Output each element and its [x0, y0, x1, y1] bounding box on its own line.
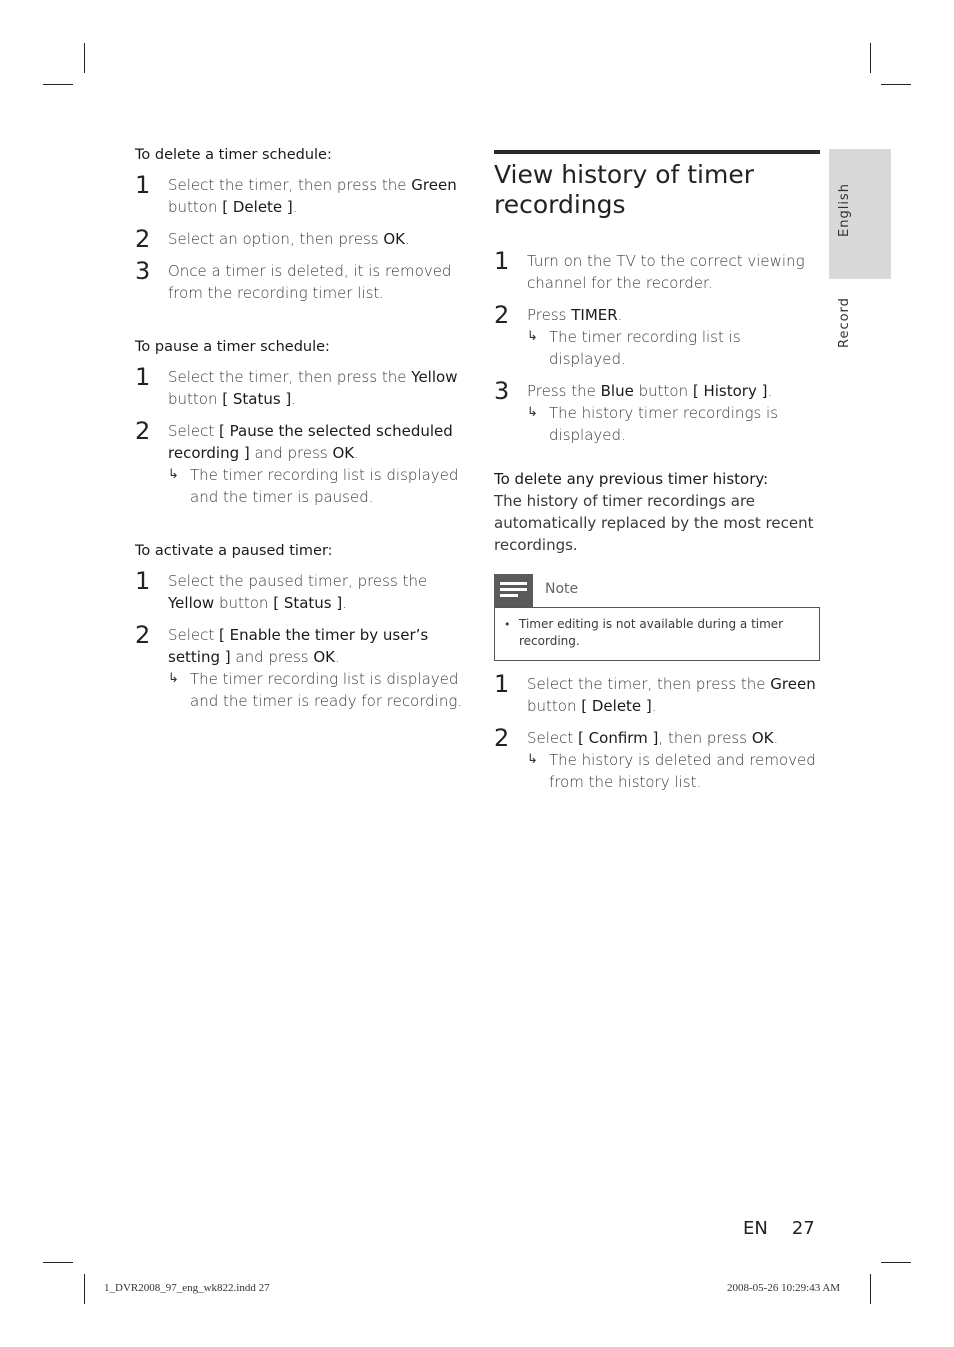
step-number: 1: [135, 171, 151, 199]
result-text: The history timer recordings is displayed.: [549, 404, 779, 444]
crop-mark: [881, 84, 911, 85]
button-name: Green: [411, 176, 457, 194]
menu-option: [ Delete ]: [222, 198, 293, 216]
file-slug: 1_DVR2008_97_eng_wk822.indd 27: [104, 1282, 270, 1294]
note-header: [494, 574, 820, 607]
pause-timer-section: [135, 336, 465, 508]
step: [135, 417, 465, 508]
step-result: [527, 402, 820, 446]
step: [494, 377, 820, 446]
paragraph: The history of timer recordings are automatically replaced by the most recent recordings.: [494, 492, 814, 554]
menu-option: [ History ]: [692, 382, 768, 400]
button-name: OK: [332, 444, 355, 462]
menu-option: [ Delete ]: [581, 697, 652, 715]
step-text: Select the timer, then press the: [527, 675, 771, 693]
step-result: [527, 749, 820, 793]
step-number: 1: [135, 567, 151, 595]
crop-mark: [43, 1262, 73, 1263]
step-text: button: [633, 382, 693, 400]
result-arrow-icon: ↳: [527, 405, 538, 420]
step-number: 3: [494, 377, 510, 405]
step-number: 1: [135, 363, 151, 391]
step-result: [527, 326, 820, 370]
crop-mark: [84, 1274, 85, 1304]
step-text: Select: [527, 729, 579, 747]
button-name: Yellow: [411, 368, 458, 386]
step: [135, 171, 465, 218]
step-text: Press the: [527, 382, 601, 400]
step-result: [168, 464, 465, 508]
menu-option: [ Pause the selected scheduled recording ]: [168, 422, 453, 462]
menu-option: [ Enable the timer by user’s setting ]: [168, 626, 429, 666]
step-text: Select: [168, 422, 220, 440]
result-text: The timer recording list is displayed and the timer is ready for recording.: [190, 670, 463, 710]
title-rule: [494, 150, 820, 154]
page-number: 27: [791, 1218, 815, 1239]
step-text: , then press: [658, 729, 752, 747]
step-text: button: [168, 390, 223, 408]
step: [135, 621, 465, 712]
result-arrow-icon: ↳: [527, 752, 538, 767]
note-body: [494, 607, 820, 661]
step-text: .: [651, 697, 657, 715]
step-number: 1: [494, 247, 510, 275]
step-number: 2: [494, 301, 510, 329]
result-text: The timer recording list is displayed.: [549, 328, 741, 368]
crop-mark: [870, 1274, 871, 1304]
activate-timer-section: [135, 540, 465, 712]
step: [135, 225, 465, 253]
note-text: Timer editing is not available during a timer recording.: [519, 617, 784, 648]
step-text: Press: [527, 306, 572, 324]
button-name: OK: [313, 648, 336, 666]
page-footer: [743, 1218, 815, 1239]
menu-option: [ Confirm ]: [578, 729, 659, 747]
language-label: English: [837, 183, 852, 237]
step-number: 2: [135, 621, 151, 649]
section-heading: To pause a timer schedule:: [135, 339, 330, 355]
button-name: Blue: [600, 382, 634, 400]
step-number: 2: [494, 724, 510, 752]
step-number: 2: [135, 225, 151, 253]
menu-option: [ Status ]: [273, 594, 343, 612]
step-text: and press: [249, 444, 333, 462]
date-slug: 2008-05-26 10:29:43 AM: [727, 1282, 841, 1294]
step-text: and press: [230, 648, 314, 666]
step-text: Turn on the TV to the correct viewing channel for the recorder.: [527, 252, 805, 292]
step-text: Select an option, then press: [168, 230, 384, 248]
step-text: button: [527, 697, 582, 715]
delete-timer-section: [135, 144, 465, 304]
section-heading: To activate a paused timer:: [135, 543, 333, 559]
step-result: [168, 668, 465, 712]
delete-history-intro: [494, 468, 820, 556]
crop-mark: [870, 43, 871, 73]
step: [494, 670, 820, 717]
result-arrow-icon: ↳: [168, 467, 179, 482]
step: [494, 301, 820, 370]
crop-mark: [881, 1262, 911, 1263]
result-text: The history is deleted and removed from the history list.: [549, 751, 816, 791]
page-title: View history of timer recordings: [494, 160, 755, 219]
section-label: Record: [837, 297, 852, 348]
step-number: 3: [135, 257, 151, 285]
step: [135, 363, 465, 410]
step-text: .: [292, 198, 298, 216]
button-name: Yellow: [168, 594, 215, 612]
step: [494, 724, 820, 793]
section-heading: To delete a timer schedule:: [135, 147, 332, 163]
note-box: [494, 574, 820, 661]
step-number: 2: [135, 417, 151, 445]
note-icon: [494, 574, 533, 607]
result-arrow-icon: ↳: [527, 329, 538, 344]
step-text: button: [214, 594, 274, 612]
step-text: .: [335, 648, 340, 666]
button-name: OK: [383, 230, 406, 248]
step: [494, 247, 820, 294]
button-name: TIMER: [571, 306, 618, 324]
step-text: .: [405, 230, 410, 248]
step-text: .: [767, 382, 773, 400]
step-text: Select the timer, then press the: [168, 368, 412, 386]
step-number: 1: [494, 670, 510, 698]
result-arrow-icon: ↳: [168, 671, 179, 686]
step-text: .: [291, 390, 297, 408]
step-text: .: [342, 594, 348, 612]
step-text: button: [168, 198, 223, 216]
step: [135, 257, 465, 304]
crop-mark: [43, 84, 73, 85]
step-text: .: [773, 729, 779, 747]
bullet-icon: •: [504, 618, 511, 631]
step-text: Select the timer, then press the: [168, 176, 412, 194]
step-text: .: [617, 306, 623, 324]
button-name: Green: [770, 675, 816, 693]
step-text: Select the paused timer, press the: [168, 572, 428, 590]
step-text: Once a timer is deleted, it is removed from the recording timer list.: [168, 262, 452, 302]
result-text: The timer recording list is displayed and the timer is paused.: [190, 466, 459, 506]
language-code: EN: [743, 1218, 768, 1239]
menu-option: [ Status ]: [222, 390, 292, 408]
button-name: OK: [751, 729, 774, 747]
step: [135, 567, 465, 614]
step-text: Select: [168, 626, 220, 644]
right-column: [494, 150, 820, 803]
crop-mark: [84, 43, 85, 73]
step-text: .: [354, 444, 359, 462]
section-heading: To delete any previous timer history:: [494, 470, 769, 488]
left-column: [135, 144, 465, 722]
note-label: Note: [545, 581, 579, 597]
